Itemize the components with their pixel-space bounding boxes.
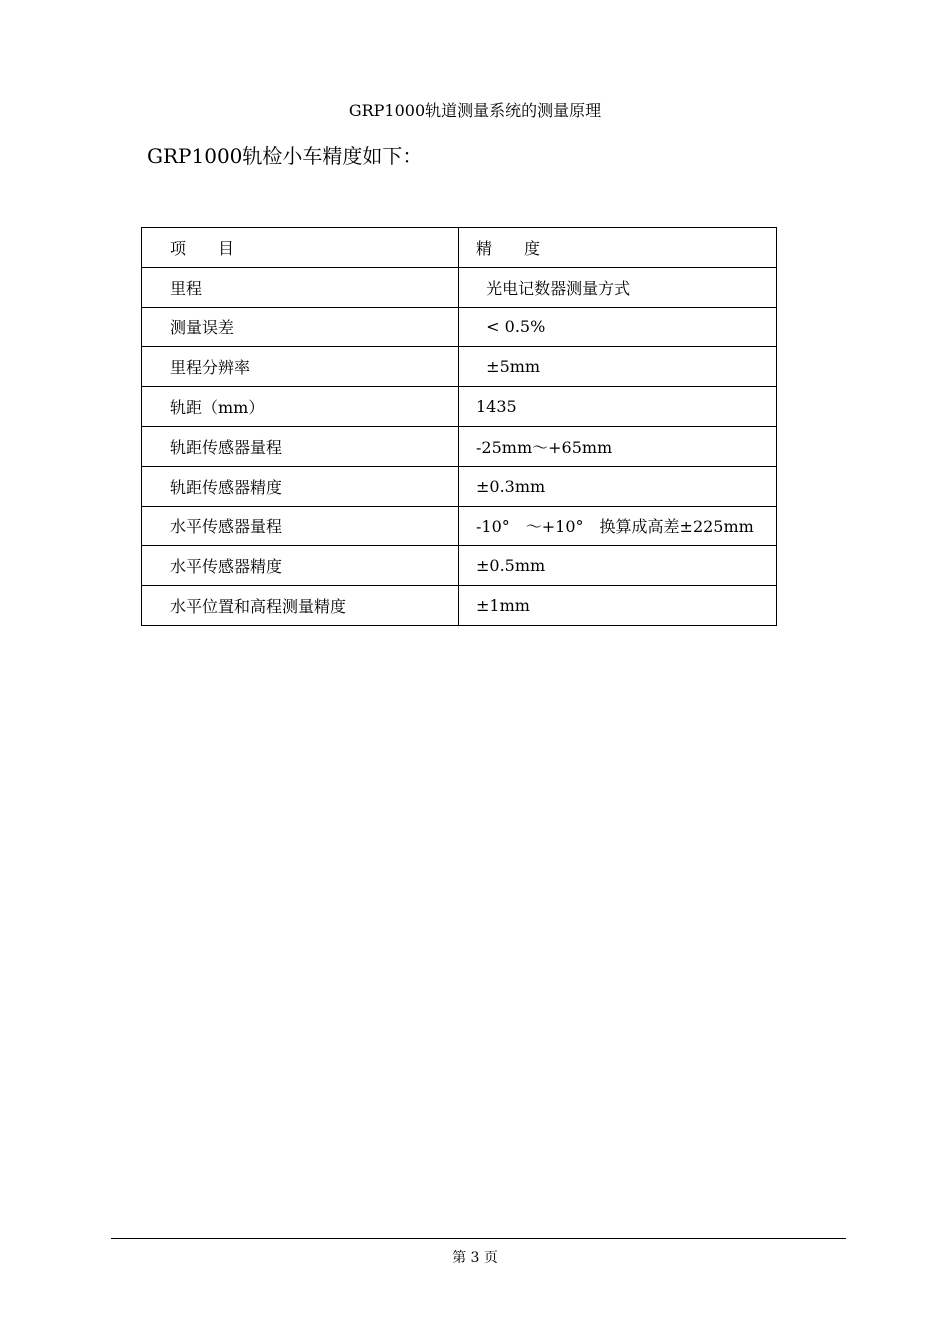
table-cell-item: 里程分辨率 (142, 347, 459, 387)
table-row (142, 506, 777, 546)
page-number: 第 3 页 (452, 1250, 498, 1266)
table-cell-item: 测量误差 (142, 307, 459, 347)
table-cell-item: 水平传感器精度 (142, 546, 459, 586)
table-cell-value: < 0.5% (459, 307, 777, 347)
table-cell-value: ±5mm (459, 347, 777, 387)
table-row (142, 267, 777, 307)
table-row (142, 466, 777, 506)
table-header-cell-precision: 精 度 (459, 228, 777, 268)
intro-heading: GRP1000轨检小车精度如下： (147, 144, 423, 168)
precision-spec-table (141, 227, 777, 626)
table-cell-value: -10° ～+10° 换算成高差±225mm (459, 506, 777, 546)
table-cell-value: ±1mm (459, 586, 777, 626)
table-row (142, 347, 777, 387)
table-cell-item: 轨距传感器精度 (142, 466, 459, 506)
table-header-row (142, 228, 777, 268)
table-row (142, 546, 777, 586)
table-row (142, 307, 777, 347)
document-header-title: GRP1000轨道测量系统的测量原理 (348, 101, 602, 120)
table-row (142, 586, 777, 626)
table-cell-item: 水平位置和高程测量精度 (142, 586, 459, 626)
table-cell-item: 水平传感器量程 (142, 506, 459, 546)
table-cell-value: 光电记数器测量方式 (459, 267, 777, 307)
table-row (142, 426, 777, 466)
table-cell-value: -25mm～+65mm (459, 426, 777, 466)
footer-divider (111, 1238, 846, 1239)
table-cell-value: 1435 (459, 387, 777, 427)
table-cell-item: 轨距传感器量程 (142, 426, 459, 466)
table-cell-value: ±0.3mm (459, 466, 777, 506)
table-cell-item: 轨距（mm） (142, 387, 459, 427)
table-cell-value: ±0.5mm (459, 546, 777, 586)
table-header-cell-item: 项 目 (142, 228, 459, 268)
table-row (142, 387, 777, 427)
table-cell-item: 里程 (142, 267, 459, 307)
